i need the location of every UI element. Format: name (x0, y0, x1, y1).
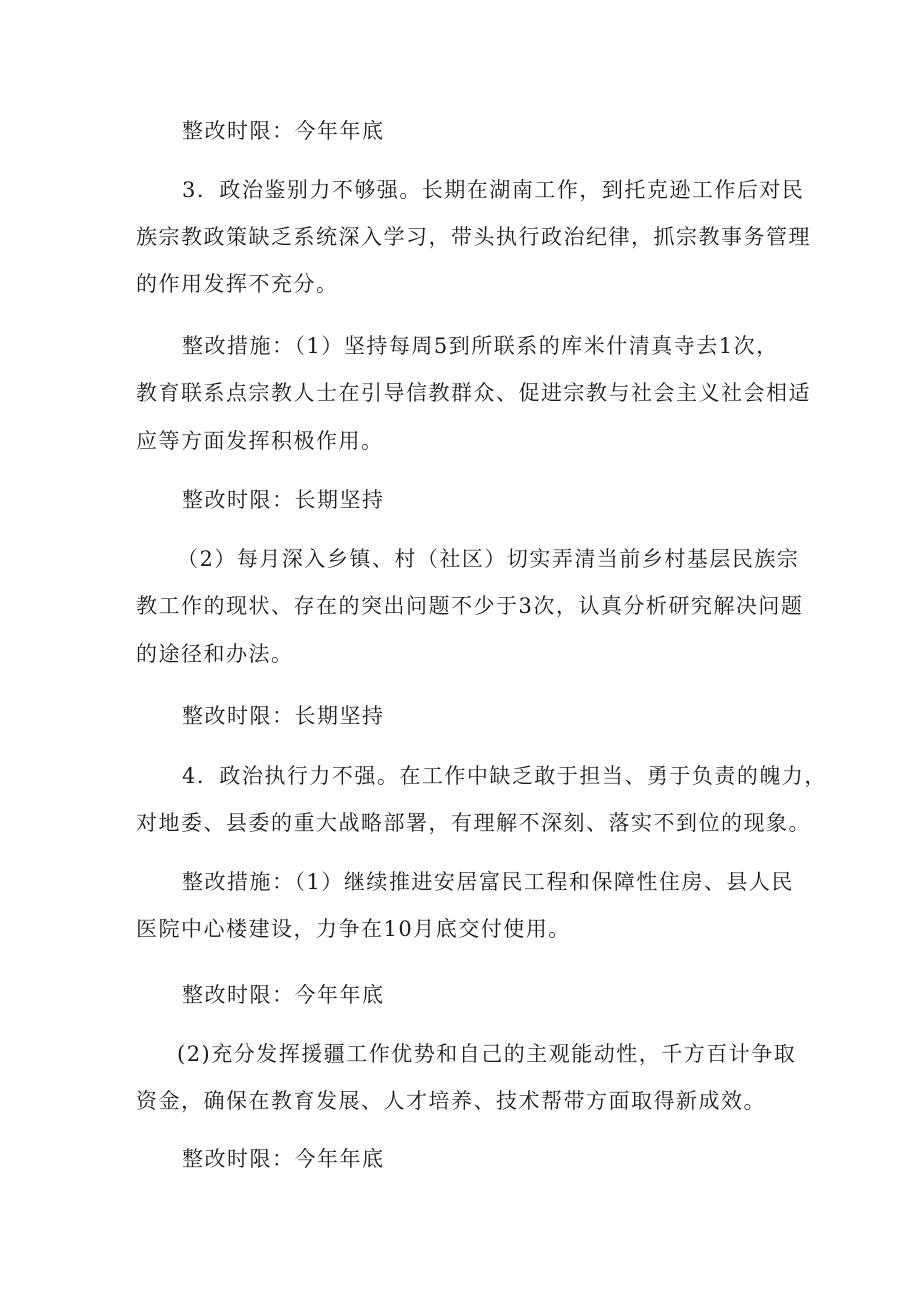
measure-text-line: 医院中心楼建设，力争在10月底交付使用。 (136, 917, 571, 941)
measure-text-line: 应等方面发挥积极作用。 (136, 429, 384, 453)
measure-2-line: (2)充分发挥援疆工作优势和自己的主观能动性，千方百计争取 (177, 1042, 797, 1066)
deadline-line: 整改时限：长期坚持 (182, 488, 385, 512)
measure-2-text-line: 的途径和办法。 (136, 642, 294, 666)
measure-2-text-line: 教工作的现状、存在的突出问题不少于3次，认真分析研究解决问题 (136, 594, 804, 618)
deadline-line: 整改时限：今年年底 (182, 119, 385, 143)
item-3-heading-line: 3．政治鉴别力不够强。长期在湖南工作，到托克逊工作后对民 (182, 178, 805, 202)
deadline-line: 整改时限：今年年底 (182, 983, 385, 1007)
item-4-heading-line: 4．政治执行力不强。在工作中缺乏敢于担当、勇于负责的魄力， (182, 764, 827, 788)
item-4-text-line: 对地委、县委的重大战略部署，有理解不深刻、落实不到位的现象。 (136, 811, 811, 835)
measure-line: 整改措施：（1）继续推进安居富民工程和保障性住房、县人民 (182, 870, 794, 894)
item-3-text-line: 族宗教政策缺乏系统深入学习，带头执行政治纪律，抓宗教事务管理 (136, 225, 811, 249)
deadline-line: 整改时限：长期坚持 (182, 704, 385, 728)
deadline-line: 整改时限：今年年底 (182, 1147, 385, 1171)
measure-2-line: （2）每月深入乡镇、村（社区）切实弄清当前乡村基层民族宗 (177, 547, 800, 571)
measure-line: 整改措施：（1）坚持每周5到所联系的库米什清真寺去1次， (182, 334, 779, 358)
measure-2-text-line: 资金，确保在教育发展、人才培养、技术帮带方面取得新成效。 (136, 1089, 766, 1113)
item-3-text-line: 的作用发挥不充分。 (136, 272, 339, 296)
measure-text-line: 教育联系点宗教人士在引导信教群众、促进宗教与社会主义社会相适 (136, 381, 811, 405)
